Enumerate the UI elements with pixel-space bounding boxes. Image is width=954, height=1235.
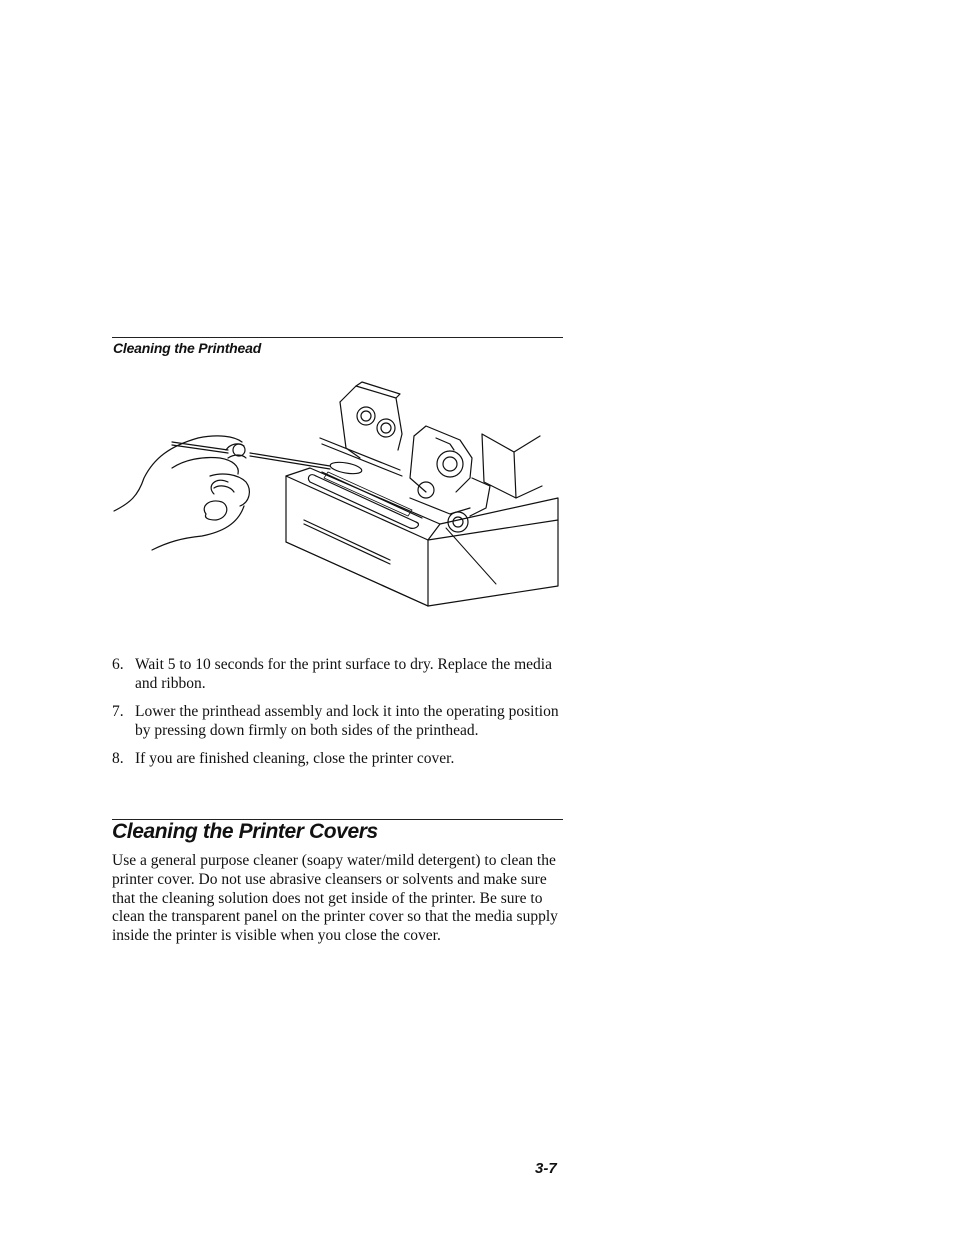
cotton-swab <box>172 442 363 476</box>
printhead-cleaning-illustration <box>110 378 562 610</box>
section-heading: Cleaning the Printer Covers <box>112 820 378 843</box>
step-text: If you are finished cleaning, close the printer cover. <box>135 750 455 767</box>
step-number: 6. <box>112 656 124 673</box>
list-item <box>112 749 563 768</box>
list-item <box>112 702 563 740</box>
platen-roller <box>308 472 422 528</box>
step-number: 7. <box>112 703 124 720</box>
section-body: Use a general purpose cleaner (soapy water/mild detergent) to clean the printer cover. Do not use abrasive cleansers or solvents and make sure that the cleaning solution does not get inside of the printer. Be sure to clean the transparent panel on the printer cover so that the media supply inside the printer is visible when you close the cover. <box>112 852 558 945</box>
step-text: Wait 5 to 10 seconds for the print surface to dry. Replace the media and ribbon. <box>135 656 552 692</box>
printhead-assembly <box>320 382 402 476</box>
page-number: 3-7 <box>535 1160 557 1177</box>
figure-caption: Cleaning the Printhead <box>113 340 262 356</box>
callout-leader <box>446 528 496 584</box>
step-number: 8. <box>112 750 124 767</box>
step-text: Lower the printhead assembly and lock it into the operating position by pressing down firmly on both sides of the printhead. <box>135 703 559 739</box>
printer-back-panel <box>482 434 542 498</box>
cleaning-steps-list <box>112 655 563 777</box>
list-item <box>112 655 563 693</box>
caption-rule <box>112 337 563 338</box>
hand-illustration <box>114 436 249 550</box>
